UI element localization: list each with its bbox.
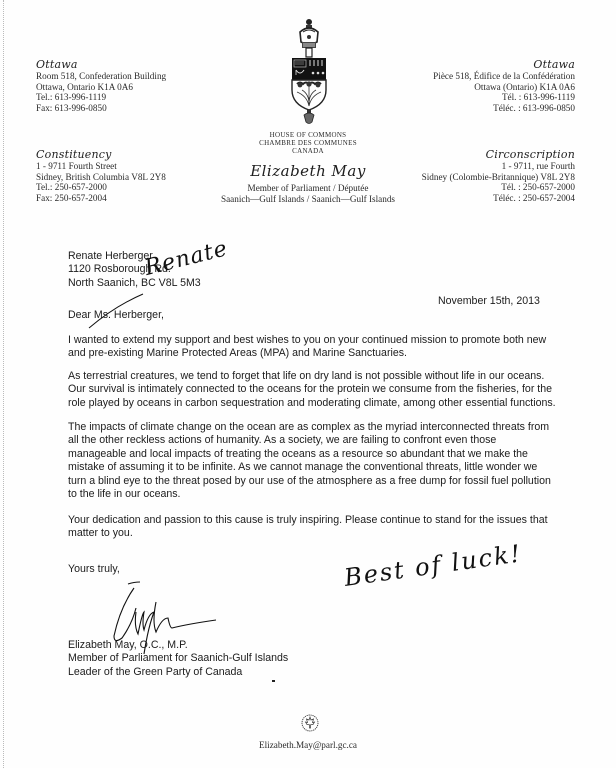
paragraph-line: Your dedication and passion to this cause is truly inspiring. Please continue to stand for the issues that bbox=[68, 514, 548, 526]
constituency-heading-fr: Circonscription bbox=[485, 148, 575, 161]
constituency-address-en bbox=[36, 149, 166, 203]
ottawa-address-en bbox=[36, 59, 166, 113]
house-line-en: HOUSE OF COMMONS bbox=[269, 131, 347, 139]
paragraph-line: The impacts of climate change on the ocean are as complex as the myriad interconnected threats from bbox=[68, 421, 550, 433]
paragraph-line: mistake of assuming it to be infinite. As we cannot manage the conventional threats, little wonder we bbox=[68, 461, 538, 474]
fax-line: Téléc. : 250-657-2004 bbox=[493, 192, 575, 203]
paragraph-line: all the other reckless actions of humanity. As a society, we are failing to confront even those bbox=[68, 434, 497, 447]
letter-date: November 15th, 2013 bbox=[438, 295, 540, 307]
constituency-address-fr bbox=[422, 149, 575, 203]
phone-line: Tél. : 250-657-2000 bbox=[501, 182, 575, 193]
ottawa-address-fr bbox=[433, 59, 575, 113]
recipient-city: North Saanich, BC V8L 5M3 bbox=[68, 276, 201, 289]
fax-line: Fax: 250-657-2004 bbox=[36, 192, 107, 203]
signatory-title: Member of Parliament for Saanich-Gulf Islands bbox=[68, 652, 289, 665]
paragraph-line: matter to you. bbox=[68, 527, 133, 540]
ottawa-heading-fr: Ottawa bbox=[533, 58, 575, 71]
phone-line: Tél. : 613-996-1119 bbox=[501, 92, 575, 103]
address-line: Ottawa, Ontario K1A 0A6 bbox=[36, 81, 133, 92]
address-line: 1 - 9711, rue Fourth bbox=[501, 161, 575, 171]
paragraph-line: Our survival is intimately connected to the oceans for the protein we consume from the fisheries, for the bbox=[68, 383, 553, 396]
house-line-country: CANADA bbox=[292, 147, 324, 156]
phone-line: Tel.: 613-996-1119 bbox=[36, 92, 107, 103]
recipient-name: Renate Herberger bbox=[68, 250, 153, 262]
address-line: Ottawa (Ontario) K1A 0A6 bbox=[474, 81, 575, 92]
footer-email: Elizabeth.May@parl.gc.ca bbox=[259, 740, 357, 750]
paragraph-line: I wanted to extend my support and best wishes to you on your continued mission to promote both new bbox=[68, 334, 547, 346]
paragraph-line: As terrestrial creatures, we tend to forget that life on dry land is not possible without life in our oceans. bbox=[68, 370, 545, 382]
address-line: Room 518, Confederation Building bbox=[36, 71, 167, 81]
address-line: 1 - 9711 Fourth Street bbox=[36, 161, 117, 171]
paragraph-2 bbox=[68, 370, 588, 410]
maple-leaf-emblem-icon bbox=[301, 714, 319, 732]
paragraph-line: role played by oceans in carbon sequestration and moderating climate, among other essential functions. bbox=[68, 396, 556, 409]
recipient-street: 1120 Rosborough Rd. bbox=[68, 263, 171, 276]
paragraph-line: manageable and local impacts of treating the oceans as a resource so abundant that we make the bbox=[68, 447, 528, 460]
mp-role-line: Member of Parliament / Députée bbox=[247, 183, 369, 193]
closing: Yours truly, bbox=[68, 563, 120, 575]
signatory-name: Elizabeth May, O.C., M.P. bbox=[68, 639, 188, 651]
handwritten-recipient-signature: Renate bbox=[142, 236, 231, 281]
house-line-fr: CHAMBRE DES COMMUNES bbox=[259, 139, 357, 148]
handwritten-note-best-of-luck: Best of luck! bbox=[342, 539, 524, 592]
mp-riding-line: Saanich—Gulf Islands / Saanich—Gulf Islands bbox=[220, 193, 396, 204]
house-of-commons-title bbox=[216, 131, 400, 156]
address-line: Sidney (Colombie-Britannique) V8L 2Y8 bbox=[421, 171, 575, 182]
paragraph-line: to the life in our oceans. bbox=[68, 488, 181, 501]
address-line: Pièce 518, Édifice de la Confédération bbox=[433, 71, 575, 81]
paragraph-line: turn a blind eye to the threat posed by our use of the atmosphere as a free dump for fossil fuel pollution bbox=[68, 474, 551, 487]
paragraph-3 bbox=[68, 421, 588, 501]
constituency-heading-en: Constituency bbox=[36, 148, 112, 161]
handwritten-stroke bbox=[85, 290, 145, 330]
address-line: Sidney, British Columbia V8L 2Y8 bbox=[36, 171, 166, 182]
mp-role bbox=[206, 183, 410, 204]
house-of-commons-mace-icon bbox=[289, 18, 329, 126]
paragraph-line: and pre-existing Marine Protected Areas (MPA) and Marine Sanctuaries. bbox=[68, 347, 407, 360]
phone-line: Tel.: 250-657-2000 bbox=[36, 182, 107, 193]
signatory-party: Leader of the Green Party of Canada bbox=[68, 665, 243, 678]
scan-edge bbox=[3, 0, 5, 768]
salutation: Dear Ms. Herberger, bbox=[68, 309, 164, 321]
paragraph-4 bbox=[68, 514, 588, 541]
fax-line: Téléc. : 613-996-0850 bbox=[493, 102, 575, 113]
mp-name-heading: Elizabeth May bbox=[250, 162, 366, 180]
ottawa-heading-en: Ottawa bbox=[36, 58, 78, 71]
paragraph-1 bbox=[68, 334, 588, 361]
fax-line: Fax: 613-996-0850 bbox=[36, 102, 107, 113]
scan-speck bbox=[272, 680, 275, 682]
signature-block bbox=[68, 639, 288, 679]
